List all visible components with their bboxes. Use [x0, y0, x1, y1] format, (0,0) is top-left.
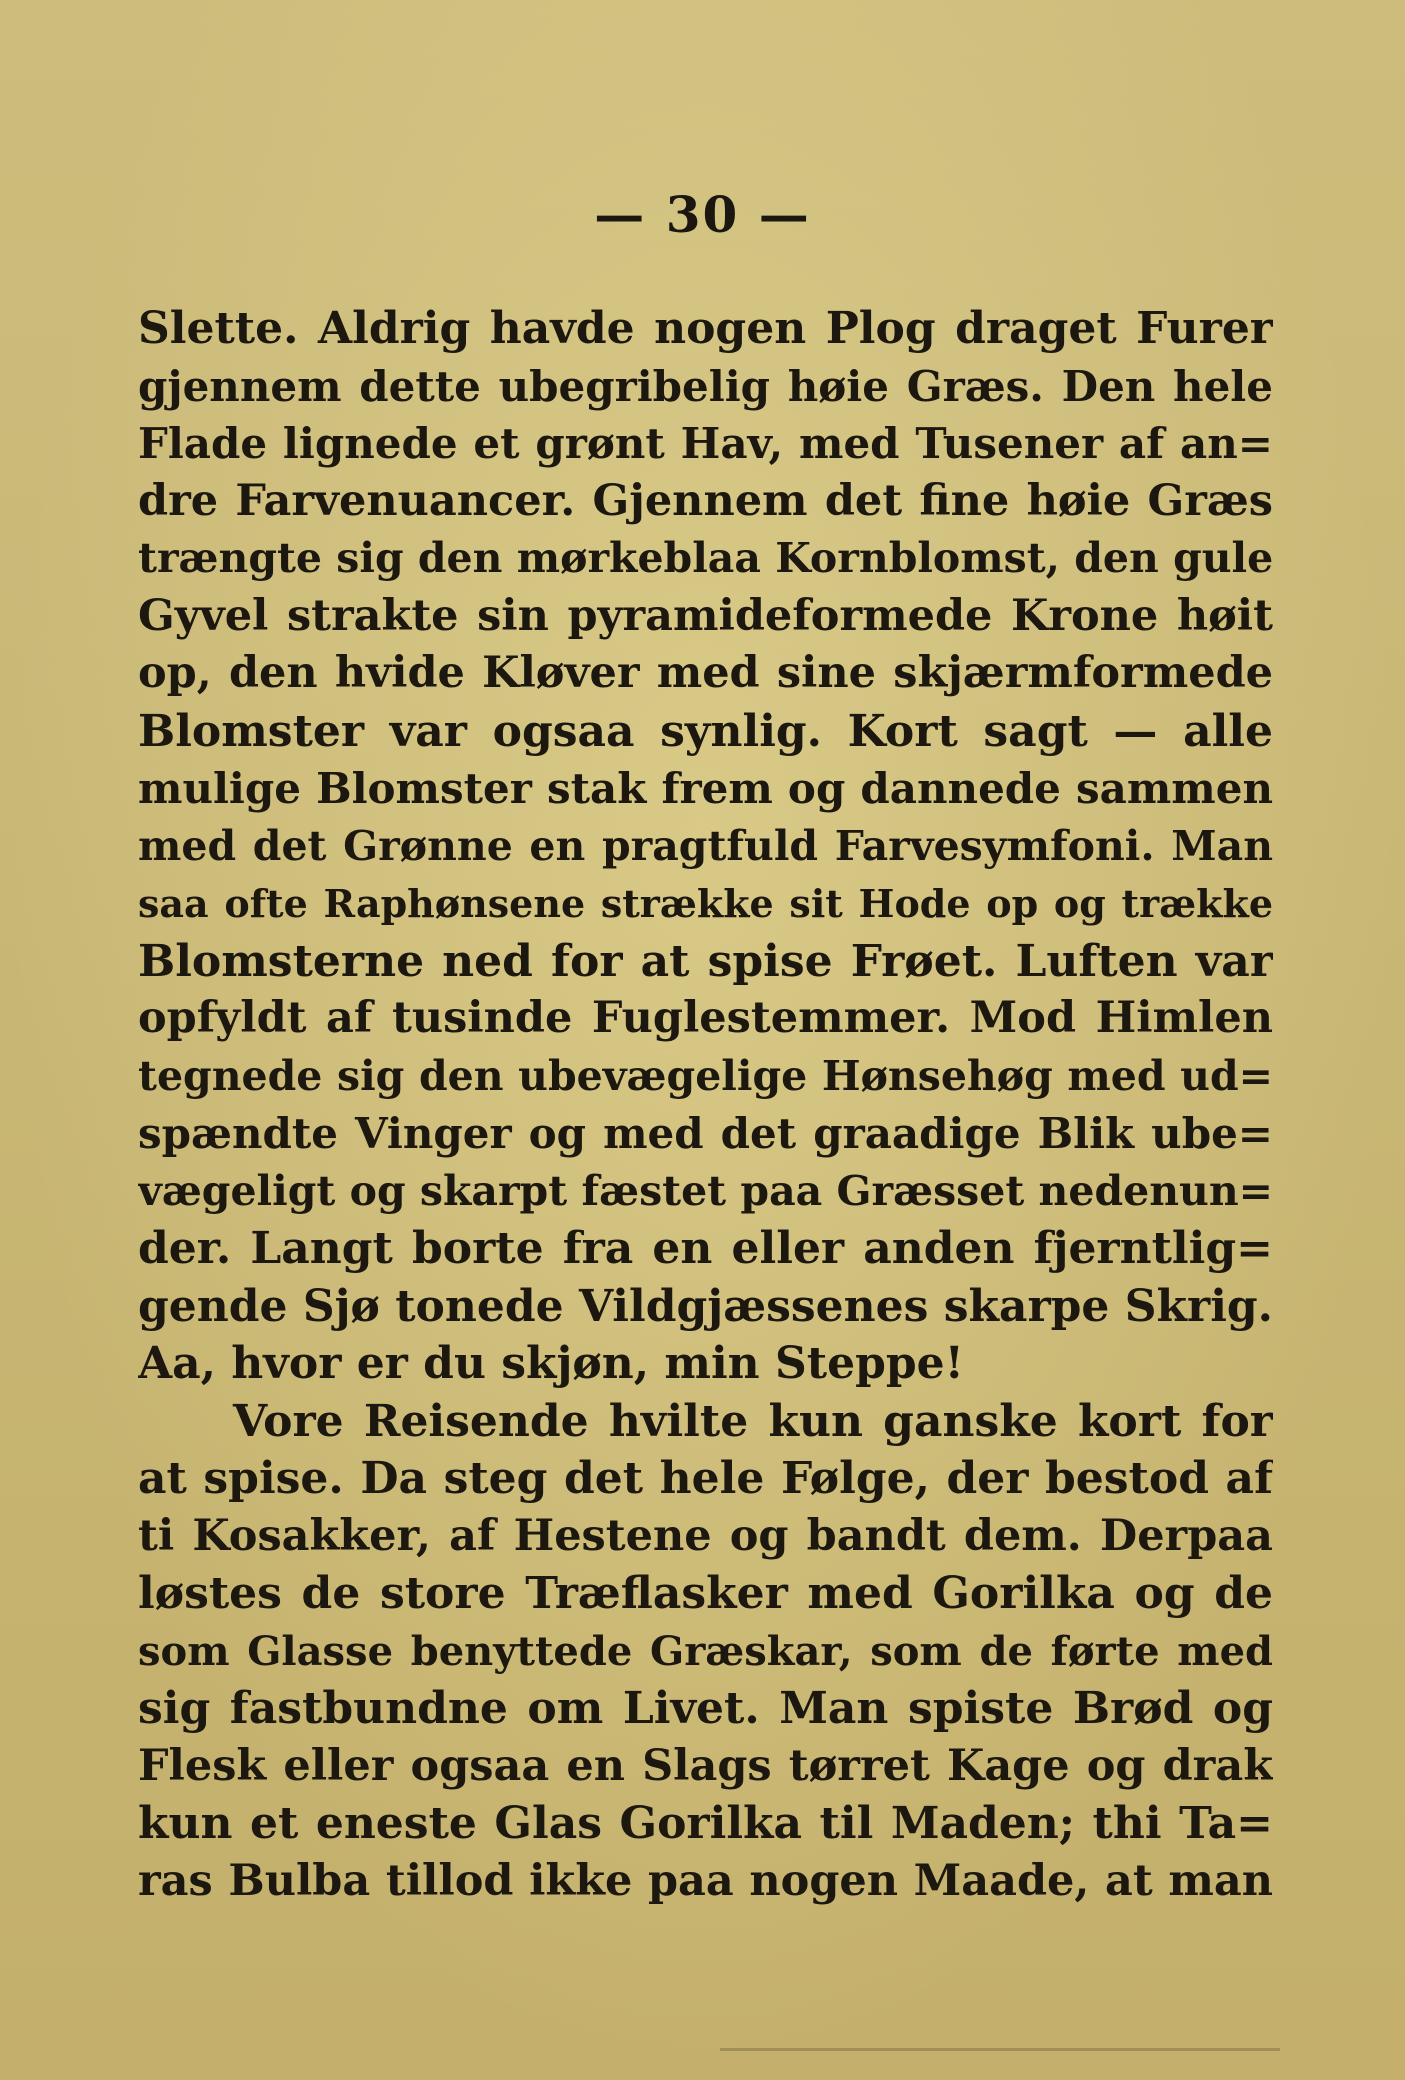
text-line: Flesk eller ogsaa en Slags tørret Kage og drak — [138, 1740, 1273, 1791]
body-text — [138, 300, 1273, 1910]
text-line: Slette. Aldrig havde nogen Plog draget Furer — [138, 303, 1273, 354]
page-edge-divider — [720, 2048, 1280, 2051]
text-line: opfyldt af tusinde Fuglestemmer. Mod Himlen — [138, 993, 1273, 1043]
text-line: ti Kosakker, af Hestene og bandt dem. Derpaa — [138, 1510, 1273, 1561]
text-line: Flade lignede et grønt Hav, med Tusener af an= — [138, 419, 1273, 468]
text-line: Blomster var ogsaa synlig. Kort sagt — alle — [138, 705, 1273, 757]
text-line: trængte sig den mørkeblaa Kornblomst, den gule — [138, 534, 1273, 582]
text-line: gende Sjø tonede Vildgjæssenes skarpe Skrig. — [138, 1280, 1273, 1332]
text-line: mulige Blomster stak frem og dannede sammen — [138, 764, 1273, 813]
text-line: Vore Reisende hvilte kun ganske kort for — [233, 1395, 1273, 1447]
text-line: vægeligt og skarpt fæstet paa Græsset nedenun= — [138, 1166, 1273, 1215]
text-line: tegnede sig den ubevægelige Hønsehøg med ud= — [138, 1051, 1273, 1100]
text-line: op, den hvide Kløver med sine skjærmformede — [138, 648, 1273, 698]
page-number: — 30 — — [594, 185, 811, 244]
text-line: saa ofte Raphønsene strække sit Hode op og trække — [138, 881, 1273, 926]
text-line: ras Bulba tillod ikke paa nogen Maade, at man — [138, 1855, 1273, 1906]
text-line: gjennem dette ubegribelig høie Græs. Den hele — [138, 361, 1273, 411]
text-line: kun et eneste Glas Gorilka til Maden; thi Ta= — [138, 1798, 1273, 1849]
text-line: med det Grønne en pragtfuld Farvesymfoni. Man — [138, 821, 1273, 870]
text-line: dre Farvenuancer. Gjennem det fine høie Græs — [138, 475, 1273, 526]
text-line: Blomsterne ned for at spise Frøet. Luften var — [138, 935, 1273, 987]
text-line: løstes de store Træflasker med Gorilka og de — [138, 1568, 1273, 1619]
text-line: Gyvel strakte sin pyramideformede Krone høit — [138, 590, 1273, 641]
text-line: at spise. Da steg det hele Følge, der bestod af — [138, 1453, 1273, 1504]
text-line: spændte Vinger og med det graadige Blik ube= — [138, 1109, 1273, 1158]
text-line: Aa, hvor er du skjøn, min Steppe! — [138, 1338, 964, 1389]
text-line: der. Langt borte fra en eller anden fjerntlig= — [138, 1223, 1273, 1274]
text-line: sig fastbundne om Livet. Man spiste Brød og — [138, 1683, 1273, 1734]
text-line: som Glasse benyttede Græskar, som de førte med — [138, 1627, 1273, 1675]
